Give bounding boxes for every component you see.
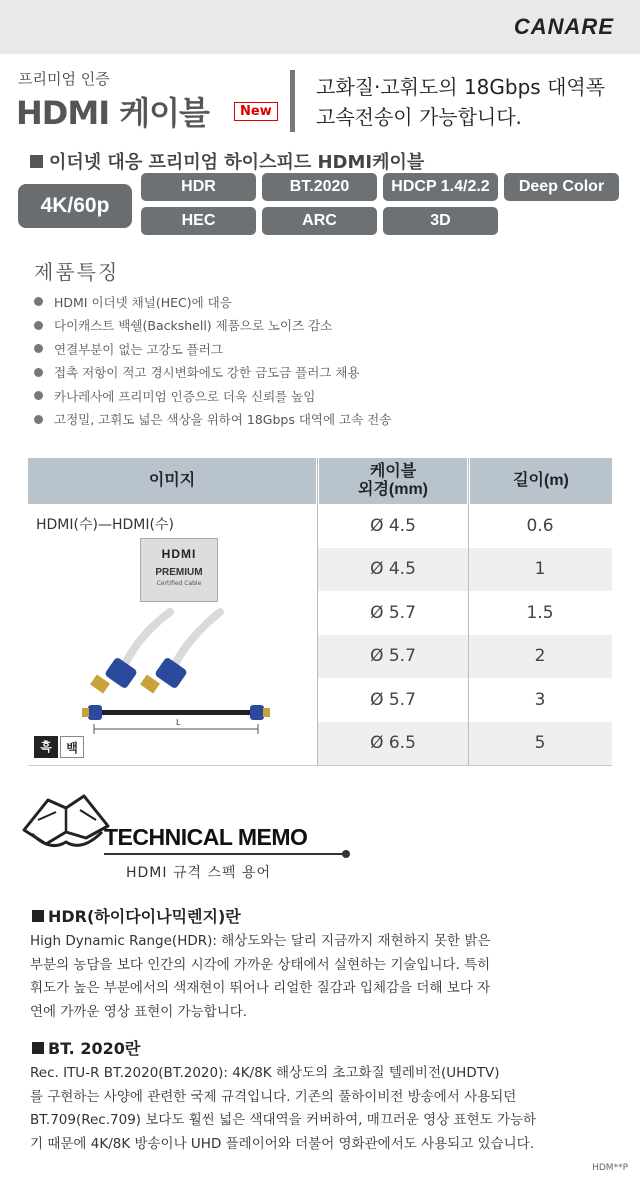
cell-diameter: Ø 5.7 bbox=[370, 646, 416, 667]
table-divider bbox=[317, 458, 318, 765]
cell-diameter: Ø 4.5 bbox=[370, 515, 416, 536]
slogan-line-2: 고속전송이 가능합니다. bbox=[316, 105, 522, 129]
cell-diameter: Ø 5.7 bbox=[370, 602, 416, 623]
cell-length: 2 bbox=[534, 646, 546, 667]
badge-4k60p: 4K/60p bbox=[18, 184, 132, 228]
badge-arc: ARC bbox=[262, 207, 377, 235]
plug-left bbox=[82, 708, 89, 717]
section-heading-hdr: HDR(하이다이나믹렌지)란 bbox=[32, 904, 241, 927]
cable-white-2 bbox=[175, 612, 220, 664]
table-header-length: 길이(m) bbox=[470, 458, 612, 504]
connector-left bbox=[88, 705, 102, 720]
cable-white-1 bbox=[125, 612, 170, 664]
table-bottom-border bbox=[28, 765, 612, 766]
bullet-icon bbox=[34, 391, 43, 400]
bullet-icon bbox=[34, 368, 43, 377]
badge-hdcp: HDCP 1.4/2.2 bbox=[383, 173, 498, 201]
table-row bbox=[318, 635, 612, 679]
slogan bbox=[316, 72, 605, 132]
brand-logo: CANARE bbox=[513, 14, 614, 39]
memo-subtitle: HDMI 규격 스펙 용어 bbox=[126, 865, 272, 881]
cable-illustration bbox=[70, 604, 290, 759]
features-list bbox=[34, 290, 391, 431]
header-divider bbox=[290, 70, 295, 132]
footer-code: HDM**P bbox=[592, 1163, 628, 1173]
memo-dot bbox=[342, 850, 350, 858]
section-body-hdr: High Dynamic Range(HDR): 해상도와는 달리 지금까지 재현하지 못한 밝은 부분의 농담을 보다 인간의 시각에 가까운 상태에서 실현하는 기술입니다. 특히 휘도가 높은 부분에서의 색재현이 뛰어나 리얼한 질감과 입체감을 더해 보다 자 연에 가까운 영상 표현이 가능합니다. bbox=[30, 933, 491, 1020]
premium-logo-label: PREMIUM bbox=[155, 567, 203, 578]
badge-3d: 3D bbox=[383, 207, 498, 235]
cell-length: 3 bbox=[534, 689, 546, 710]
table-divider bbox=[468, 458, 469, 765]
section-heading-bt2020: BT. 2020란 bbox=[32, 1036, 140, 1059]
new-badge: New bbox=[234, 102, 278, 121]
memo-underline bbox=[104, 853, 346, 855]
cable-type-label: HDMI(수)—HDMI(수) bbox=[36, 517, 174, 533]
dimension-label: L bbox=[176, 718, 181, 727]
cell-diameter: Ø 6.5 bbox=[370, 733, 416, 754]
cell-length: 1 bbox=[534, 559, 546, 580]
square-bullet-icon bbox=[32, 910, 44, 922]
color-swatch-black: 흑 bbox=[34, 736, 58, 758]
badge-bt2020: BT.2020 bbox=[262, 173, 377, 201]
square-bullet-icon bbox=[30, 155, 43, 168]
cell-diameter: Ø 4.5 bbox=[370, 559, 416, 580]
feature-item: 다이캐스트 백쉘(Backshell) 제품으로 노이즈 감소 bbox=[34, 314, 391, 338]
table-row bbox=[318, 591, 612, 635]
product-title: HDMI 케이블 bbox=[16, 94, 209, 132]
hdmi-premium-logo bbox=[140, 538, 218, 602]
table-row bbox=[318, 504, 612, 548]
cell-length: 1.5 bbox=[526, 602, 554, 623]
badge-hdr: HDR bbox=[141, 173, 256, 201]
connector-right bbox=[250, 705, 264, 720]
table-row bbox=[318, 548, 612, 592]
table-row bbox=[318, 678, 612, 722]
badge-deep-color: Deep Color bbox=[504, 173, 619, 201]
features-title: 제품특징 bbox=[34, 260, 120, 284]
cell-diameter: Ø 5.7 bbox=[370, 689, 416, 710]
subtitle-text: 이더넷 대응 프리미엄 하이스피드 HDMI케이블 bbox=[49, 152, 425, 173]
table-row bbox=[318, 722, 612, 766]
kicker-text: 프리미엄 인증 bbox=[18, 70, 110, 88]
feature-item: 연결부분이 없는 고강도 플러그 bbox=[34, 337, 391, 361]
bullet-icon bbox=[34, 297, 43, 306]
table-header-image: 이미지 bbox=[28, 458, 316, 504]
feature-item: HDMI 이더넷 채널(HEC)에 대응 bbox=[34, 290, 391, 314]
bullet-icon bbox=[34, 415, 43, 424]
bullet-icon bbox=[34, 321, 43, 330]
cell-length: 0.6 bbox=[526, 515, 554, 536]
slogan-line-1: 고화질·고휘도의 18Gbps 대역폭 bbox=[316, 75, 606, 99]
table-header-diameter: 케이블 외경(mm) bbox=[319, 458, 467, 504]
cable-black bbox=[94, 710, 258, 715]
connector-2-plug bbox=[140, 674, 160, 693]
premium-logo-caption: Certified Cable bbox=[156, 580, 202, 587]
section-body-bt2020: Rec. ITU-R BT.2020(BT.2020): 4K/8K 해상도의 초고화질 텔레비전(UHDTV) 를 구현하는 사양에 관련한 국제 규격입니다. 기존의 풀하이비전 방송에서 사용되던 BT.709(Rec.709) 보다도 훨씬 넓은 색대역을 커버하여, 매끄러운 영상 표현도 가능하 기 때문에 4K/8K 방송이나 UHD 플레이어와 더불어 영화관에서도 사용되고 있습니다. bbox=[30, 1065, 537, 1152]
top-bar bbox=[0, 0, 640, 54]
open-book-icon bbox=[20, 790, 112, 854]
feature-item: 고정밀, 고휘도 넓은 색상을 위하여 18Gbps 대역에 고속 전송 bbox=[34, 408, 391, 432]
badge-hec: HEC bbox=[141, 207, 256, 235]
cell-length: 5 bbox=[534, 733, 546, 754]
connector-1-plug bbox=[90, 674, 110, 693]
premium-logo-brand: HDMI bbox=[161, 547, 197, 561]
feature-item: 접촉 저항이 적고 경시변화에도 강한 금도금 플러그 채용 bbox=[34, 361, 391, 385]
square-bullet-icon bbox=[32, 1042, 44, 1054]
feature-item: 카나레사에 프리미엄 인증으로 더욱 신뢰를 높임 bbox=[34, 384, 391, 408]
plug-right bbox=[263, 708, 270, 717]
bullet-icon bbox=[34, 344, 43, 353]
memo-title: TECHNICAL MEMO bbox=[104, 824, 308, 850]
subtitle bbox=[30, 148, 424, 174]
color-swatch-white: 백 bbox=[60, 736, 84, 758]
